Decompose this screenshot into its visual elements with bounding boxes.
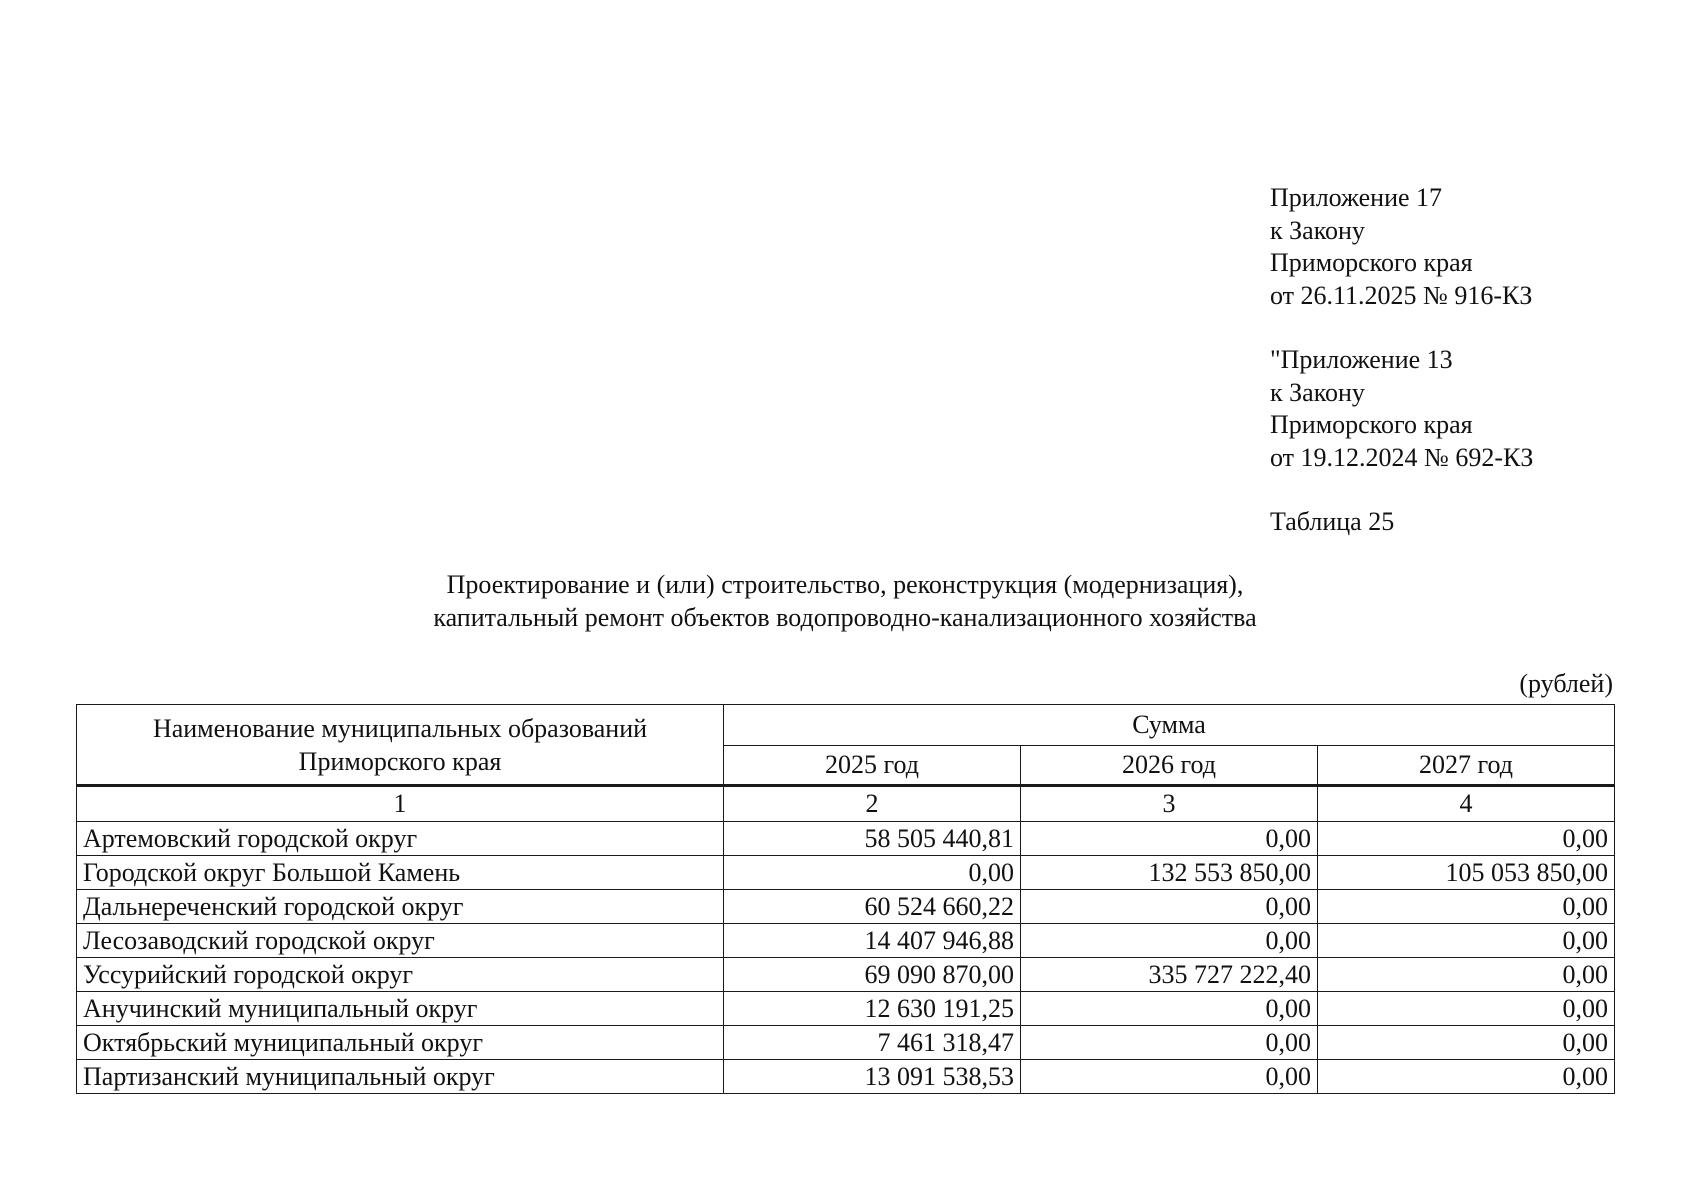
- table-number: Таблица 25: [1270, 507, 1395, 536]
- amount-2027-cell: 0,00: [1318, 1026, 1615, 1060]
- header-name-line1: Наименование муниципальных образований: [152, 713, 648, 743]
- amount-2027-cell: 105 053 850,00: [1318, 856, 1615, 890]
- appendix-13-reference: [1270, 344, 1533, 474]
- header-year-2026: 2026 год: [1021, 746, 1318, 786]
- municipality-name-cell: Партизанский муниципальный округ: [77, 1060, 724, 1094]
- table-row: [77, 1026, 1615, 1060]
- amount-2025-cell: 69 090 870,00: [724, 958, 1021, 992]
- amount-2025-cell: 58 505 440,81: [724, 822, 1021, 856]
- column-number: 3: [1021, 786, 1318, 822]
- appendix-17-reference: [1270, 182, 1532, 312]
- municipality-name-cell: Уссурийский городской округ: [77, 958, 724, 992]
- table-row: [77, 822, 1615, 856]
- appendix-13-line3: Приморского края: [1270, 410, 1473, 439]
- table-row: [77, 958, 1615, 992]
- table-row: [77, 924, 1615, 958]
- table-row: [77, 1060, 1615, 1094]
- amount-2025-cell: 14 407 946,88: [724, 924, 1021, 958]
- amount-2026-cell: 0,00: [1021, 1060, 1318, 1094]
- document-title-line1: Проектирование и (или) строительство, реконструкция (модернизация),: [446, 570, 1244, 599]
- column-number: 1: [77, 786, 724, 822]
- amount-2027-cell: 0,00: [1318, 992, 1615, 1026]
- amount-2027-cell: 0,00: [1318, 958, 1615, 992]
- table-row: [77, 856, 1615, 890]
- appendix-17-line2: к Закону: [1270, 215, 1365, 245]
- municipality-name-cell: Анучинский муниципальный округ: [77, 992, 724, 1026]
- appendix-13-line2: к Закону: [1270, 377, 1365, 407]
- amount-2026-cell: 0,00: [1021, 890, 1318, 924]
- appendix-17-line3: Приморского края: [1270, 248, 1473, 277]
- table-row: [77, 992, 1615, 1026]
- amount-2027-cell: 0,00: [1318, 890, 1615, 924]
- municipality-name-cell: Городской округ Большой Камень: [77, 856, 724, 890]
- document-title-line2: капитальный ремонт объектов водопроводно-канализационного хозяйства: [433, 603, 1257, 632]
- amount-2026-cell: 0,00: [1021, 924, 1318, 958]
- municipality-name-cell: Октябрьский муниципальный округ: [77, 1026, 724, 1060]
- funding-table: [76, 704, 1615, 1094]
- table-row: [77, 890, 1615, 924]
- header-municipality-name: [77, 705, 724, 786]
- municipality-name-cell: Лесозаводский городской округ: [77, 924, 724, 958]
- amount-2025-cell: 13 091 538,53: [724, 1060, 1021, 1094]
- header-name-line2: Приморского края: [298, 746, 502, 776]
- units-label: (рублей): [1519, 669, 1613, 698]
- amount-2025-cell: 60 524 660,22: [724, 890, 1021, 924]
- document-title: [320, 568, 1370, 634]
- amount-2026-cell: 0,00: [1021, 992, 1318, 1026]
- municipality-name-cell: Дальнереченский городской округ: [77, 890, 724, 924]
- appendix-13-line4: от 19.12.2024 № 692-КЗ: [1270, 442, 1534, 472]
- amount-2026-cell: 335 727 222,40: [1021, 958, 1318, 992]
- amount-2025-cell: 12 630 191,25: [724, 992, 1021, 1026]
- municipality-name-cell: Артемовский городской округ: [77, 822, 724, 856]
- appendix-17-line4: от 26.11.2025 № 916-КЗ: [1270, 280, 1533, 310]
- column-number: 4: [1318, 786, 1615, 822]
- amount-2027-cell: 0,00: [1318, 822, 1615, 856]
- appendix-13-line1: "Приложение 13: [1270, 345, 1453, 374]
- amount-2027-cell: 0,00: [1318, 924, 1615, 958]
- header-sum: Сумма: [724, 705, 1615, 746]
- appendix-17-line1: Приложение 17: [1270, 183, 1443, 212]
- amount-2025-cell: 7 461 318,47: [724, 1026, 1021, 1060]
- amount-2026-cell: 132 553 850,00: [1021, 856, 1318, 890]
- header-year-2025: 2025 год: [724, 746, 1021, 786]
- column-number-row: [77, 786, 1615, 822]
- column-number: 2: [724, 786, 1021, 822]
- amount-2027-cell: 0,00: [1318, 1060, 1615, 1094]
- amount-2026-cell: 0,00: [1021, 822, 1318, 856]
- header-year-2027: 2027 год: [1318, 746, 1615, 786]
- amount-2026-cell: 0,00: [1021, 1026, 1318, 1060]
- amount-2025-cell: 0,00: [724, 856, 1021, 890]
